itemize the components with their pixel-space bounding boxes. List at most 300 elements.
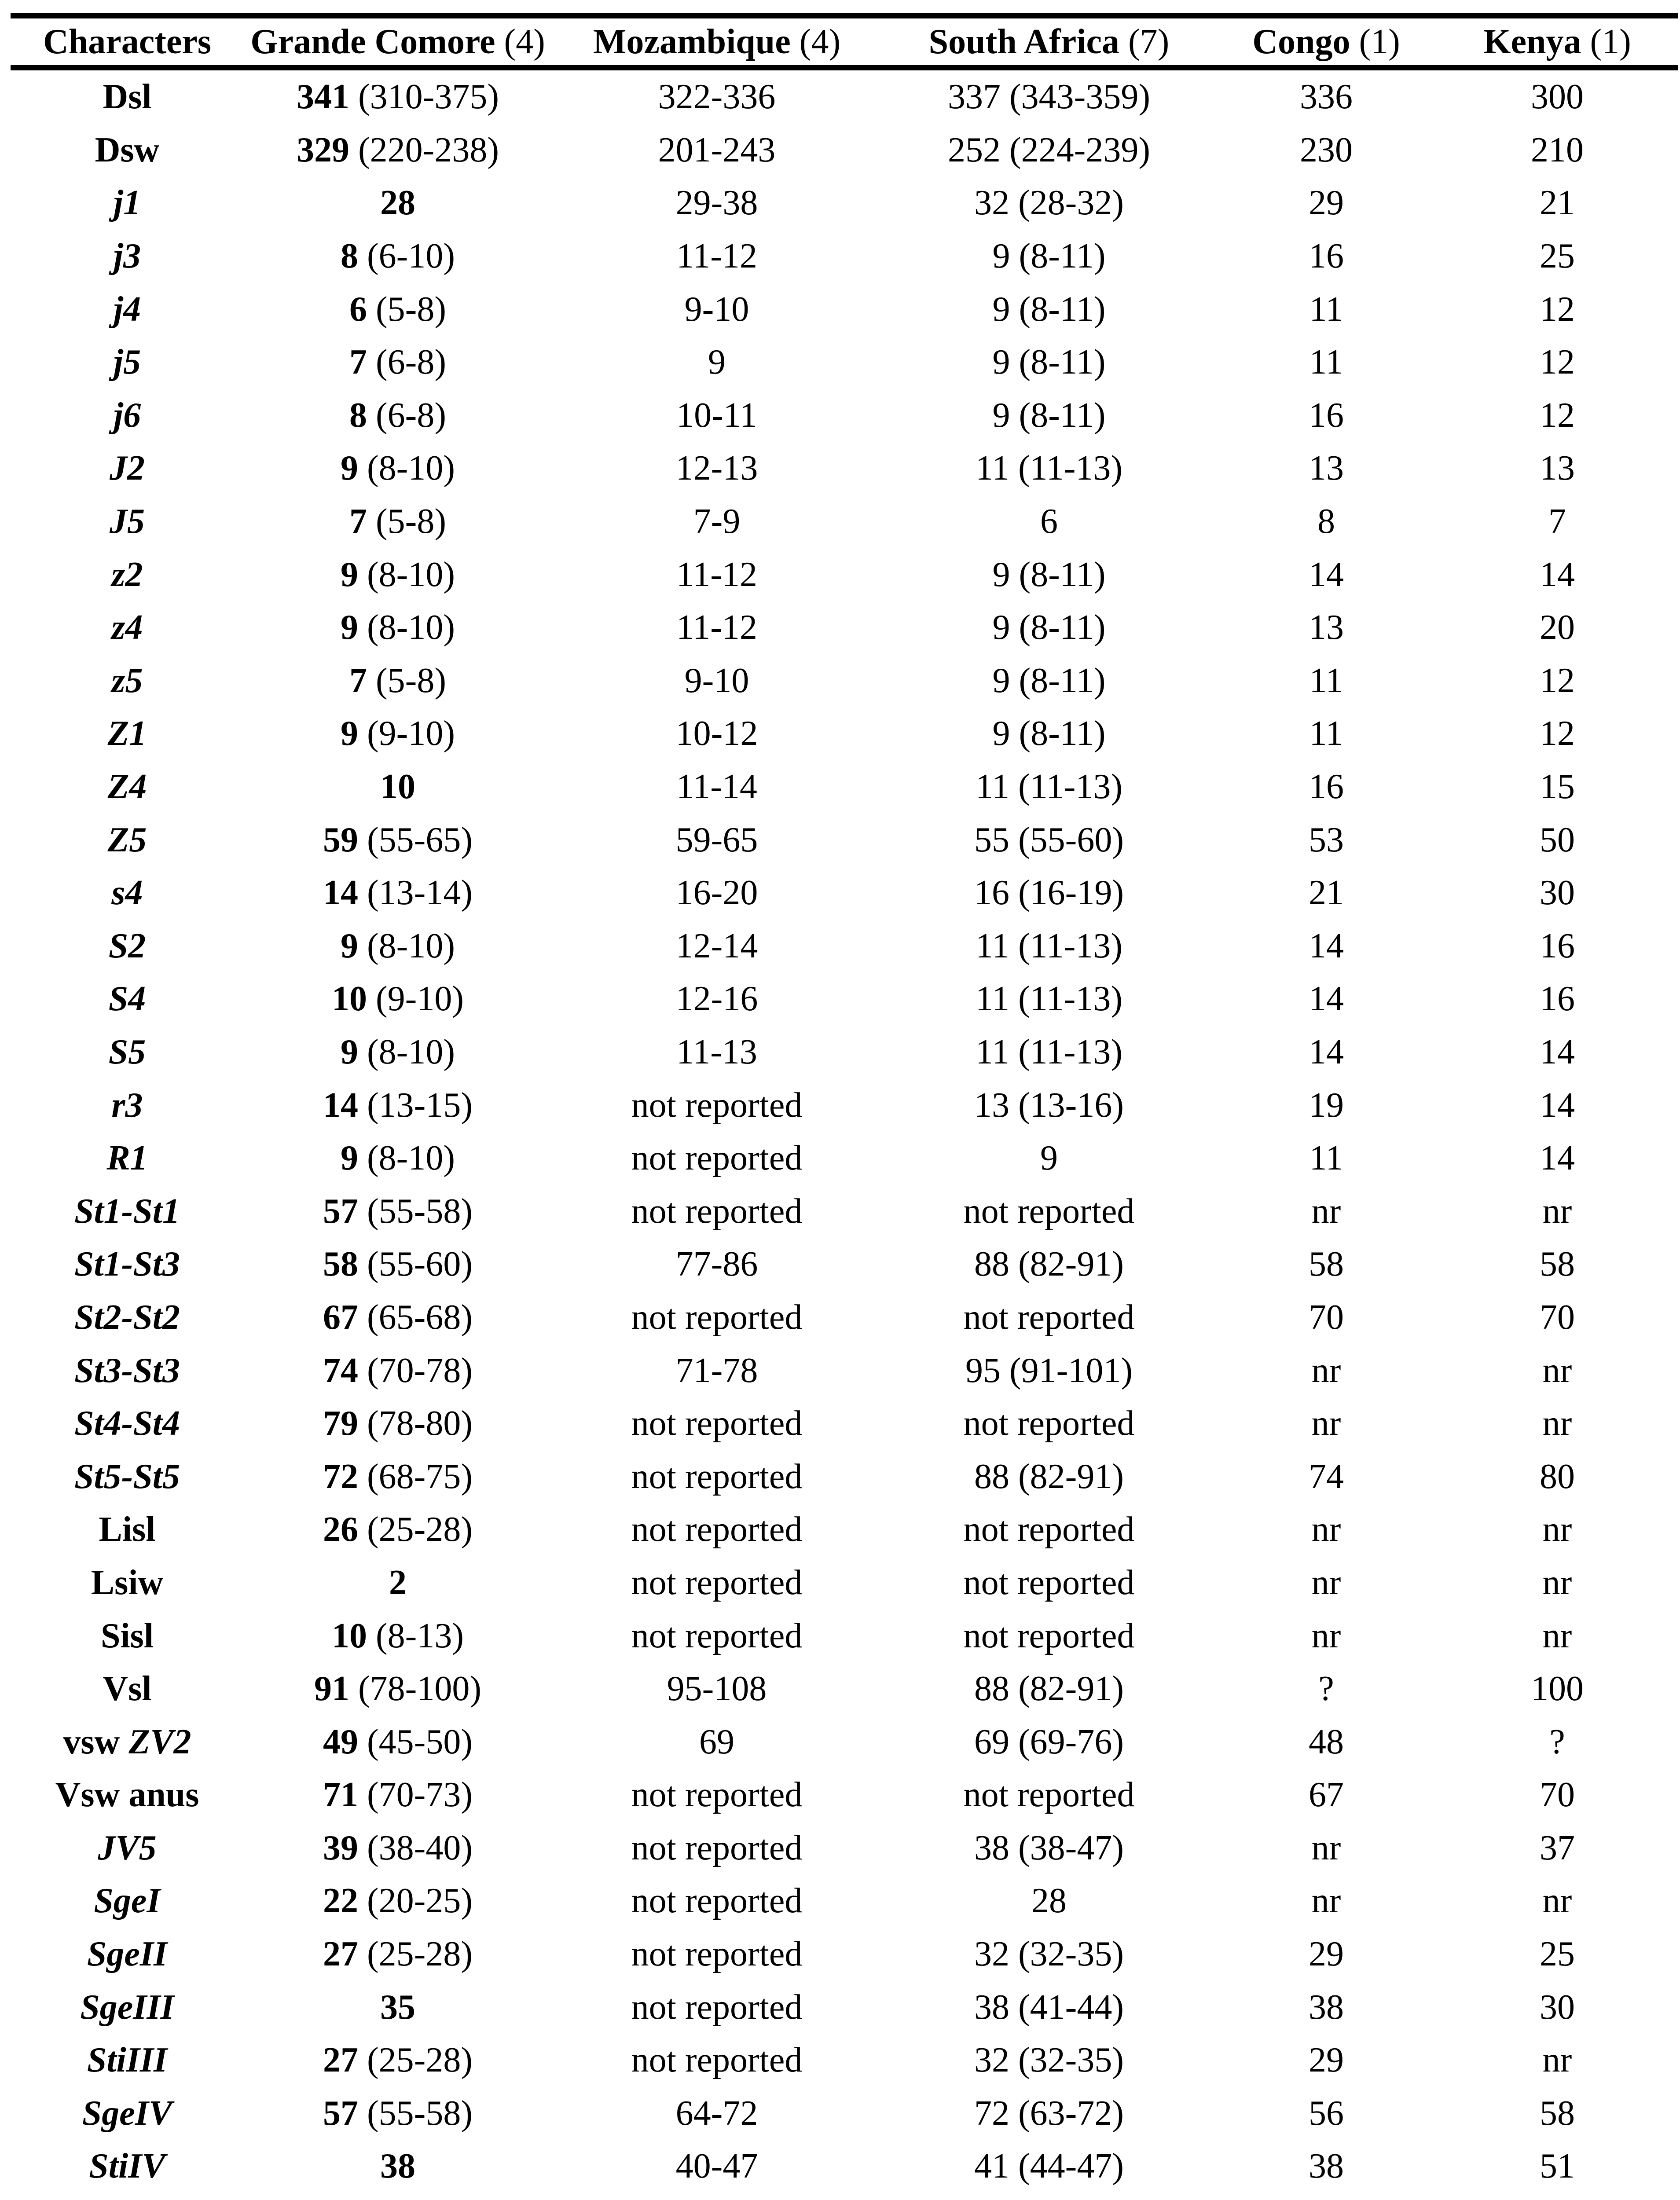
mozambique-cell: not reported [631,1139,803,1178]
character-name: SgeIV [82,2094,172,2133]
congo-cell: nr [1311,1563,1341,1602]
character-cell [11,495,244,548]
table-row [11,2034,1678,2087]
mozambique-cell: 11-12 [676,237,757,276]
grande-comore-range: (5-8) [376,290,446,329]
character-name: Z5 [107,820,147,859]
character-cell [11,1132,244,1185]
mozambique-cell: 59-65 [675,820,758,859]
mozambique-cell: not reported [631,1457,803,1496]
south-africa-cell: 55 (55-60) [974,820,1124,859]
column-header-grande-comore [244,16,552,68]
kenya-cell: 7 [1548,502,1566,541]
table-row [11,1874,1678,1928]
south-africa-cell: not reported [963,1510,1135,1549]
congo-cell: 29 [1309,183,1344,223]
table-row [11,1291,1678,1344]
column-header-count: (1) [1359,22,1400,61]
grande-comore-value: 57 [323,2094,359,2133]
congo-cell: 8 [1317,502,1335,541]
congo-cell: 38 [1309,1987,1344,2027]
character-cell [11,1822,244,1875]
column-header-congo [1216,16,1436,68]
character-cell [11,1980,244,2034]
grande-comore-range: (8-10) [367,926,455,965]
character-name: Lisl [99,1510,156,1549]
grande-comore-cell [244,972,552,1026]
grande-comore-range: (78-80) [367,1404,473,1443]
grande-comore-value: 74 [323,1351,359,1390]
character-name: vsw [63,1722,129,1761]
column-header-label: Grande Comore [250,22,495,61]
character-cell [11,1556,244,1610]
character-name: S4 [108,979,146,1019]
grande-comore-range: (5-8) [376,502,446,541]
grande-comore-value: 71 [323,1775,359,1815]
mozambique-cell: 71-78 [675,1351,758,1390]
table-row [11,282,1678,336]
grande-comore-value: 9 [341,714,359,753]
grande-comore-range: (8-10) [367,1032,455,1071]
kenya-cell: 16 [1540,979,1575,1019]
grande-comore-cell [244,654,552,708]
table-row [11,230,1678,283]
congo-cell: 336 [1300,77,1353,117]
table-row [11,1609,1678,1662]
grande-comore-cell [244,1556,552,1610]
character-cell [11,1662,244,1716]
grande-comore-range: (70-73) [367,1775,473,1815]
grande-comore-cell [244,495,552,548]
south-africa-cell: 88 (82-91) [974,1669,1124,1709]
character-name: J5 [110,502,145,541]
grande-comore-value: 10 [332,979,367,1019]
grande-comore-range: (8-13) [376,1616,464,1655]
table-row [11,1397,1678,1450]
grande-comore-cell [244,1662,552,1716]
grande-comore-range: (55-58) [367,2094,473,2133]
grande-comore-range: (8-10) [367,608,455,647]
grande-comore-range: (65-68) [367,1298,473,1337]
congo-cell: 11 [1309,290,1343,329]
grande-comore-cell [244,336,552,389]
grande-comore-cell [244,1291,552,1344]
grande-comore-cell [244,1078,552,1132]
table-row [11,654,1678,708]
grande-comore-value: 72 [323,1457,359,1496]
grande-comore-value: 9 [341,608,359,647]
mozambique-cell: 9-10 [684,290,749,329]
character-name: St4-St4 [74,1404,180,1443]
table-row [11,707,1678,760]
grande-comore-value: 91 [314,1669,350,1709]
south-africa-cell: not reported [963,1192,1135,1231]
mozambique-cell: 11-13 [676,1032,757,1071]
character-cell [11,1450,244,1503]
mozambique-cell: 29-38 [675,183,758,223]
grande-comore-range: (6-10) [367,237,455,276]
table-row [11,495,1678,548]
south-africa-cell: 11 (11-13) [976,1032,1122,1071]
grande-comore-value: 7 [349,343,367,382]
south-africa-cell: 13 (13-16) [974,1085,1124,1125]
grande-comore-value: 28 [380,183,415,223]
grande-comore-cell [244,442,552,495]
mozambique-cell: not reported [631,1085,803,1125]
table-row [11,1238,1678,1291]
congo-cell: nr [1311,1351,1341,1390]
grande-comore-value: 67 [323,1298,359,1337]
grande-comore-value: 341 [297,77,350,117]
character-cell [11,654,244,708]
grande-comore-cell [244,601,552,654]
kenya-cell: 58 [1540,2094,1575,2133]
character-cell [11,760,244,814]
congo-cell: nr [1311,1881,1341,1921]
table-row [11,1768,1678,1822]
grande-comore-cell [244,176,552,230]
grande-comore-value: 7 [349,661,367,700]
character-cell [11,1397,244,1450]
mozambique-cell: not reported [631,1192,803,1231]
mozambique-cell: 10-12 [675,714,758,753]
character-cell [11,1344,244,1397]
grande-comore-cell [244,2140,552,2193]
south-africa-cell: 9 (8-11) [992,608,1106,647]
grande-comore-value: 26 [323,1510,359,1549]
south-africa-cell: not reported [963,1563,1135,1602]
character-cell [11,1503,244,1556]
character-cell [11,866,244,920]
grande-comore-value: 9 [341,1032,359,1071]
grande-comore-range: (6-8) [376,343,446,382]
character-name: R1 [106,1139,148,1178]
character-name-italic-suffix: ZV2 [128,1722,191,1761]
grande-comore-cell [244,1715,552,1768]
table-row [11,389,1678,442]
mozambique-cell: 11-12 [676,608,757,647]
column-header-label: Characters [43,22,212,61]
column-header-count: (7) [1128,22,1170,61]
character-cell [11,1928,244,1981]
character-cell [11,920,244,973]
south-africa-cell: 9 (8-11) [992,396,1106,435]
mozambique-cell: 12-16 [675,979,758,1019]
mozambique-cell: not reported [631,1616,803,1655]
grande-comore-value: 8 [341,237,359,276]
table-row [11,1078,1678,1132]
character-cell [11,813,244,866]
character-cell [11,336,244,389]
kenya-cell: 14 [1540,555,1575,594]
grande-comore-cell [244,866,552,920]
column-header-label: Congo [1252,22,1350,61]
table-row [11,1184,1678,1238]
south-africa-cell: 72 (63-72) [974,2094,1124,2133]
kenya-cell: 51 [1540,2147,1575,2186]
mozambique-cell: 11-12 [676,555,757,594]
table-row [11,1662,1678,1716]
table-row [11,176,1678,230]
character-name: j5 [113,343,141,382]
grande-comore-cell [244,389,552,442]
kenya-cell: 37 [1540,1828,1575,1867]
character-name: Vsw anus [55,1775,199,1815]
kenya-cell: nr [1542,1616,1572,1655]
mozambique-cell: 40-47 [675,2147,758,2186]
congo-cell: nr [1311,1616,1341,1655]
character-name: St5-St5 [74,1457,180,1496]
kenya-cell: nr [1542,1881,1572,1921]
grande-comore-value: 9 [341,926,359,965]
grande-comore-value: 8 [349,396,367,435]
grande-comore-range: (13-15) [367,1085,473,1125]
grande-comore-value: 79 [323,1404,359,1443]
character-cell [11,1026,244,1079]
grande-comore-cell [244,1397,552,1450]
kenya-cell: 12 [1540,396,1575,435]
character-name: Dsl [103,77,152,117]
table-row [11,2087,1678,2140]
south-africa-cell: not reported [963,1616,1135,1655]
south-africa-cell: 6 [1040,502,1058,541]
grande-comore-range: (8-10) [367,555,455,594]
kenya-cell: nr [1542,1510,1572,1549]
table-row [11,1132,1678,1185]
grande-comore-range: (25-28) [367,1510,473,1549]
kenya-cell: 14 [1540,1032,1575,1071]
character-cell [11,442,244,495]
congo-cell: 13 [1309,449,1344,488]
character-cell [11,124,244,177]
grande-comore-range: (38-40) [367,1828,473,1867]
kenya-cell: 12 [1540,290,1575,329]
kenya-cell: 80 [1540,1457,1575,1496]
table-row [11,601,1678,654]
grande-comore-value: 9 [341,1139,359,1178]
grande-comore-cell [244,124,552,177]
table-row [11,1715,1678,1768]
grande-comore-range: (6-8) [376,396,446,435]
mozambique-cell: not reported [631,1563,803,1602]
congo-cell: 14 [1309,555,1344,594]
kenya-cell: 100 [1531,1669,1584,1709]
kenya-cell: 12 [1540,714,1575,753]
grande-comore-range: (20-25) [367,1881,473,1921]
grande-comore-value: 22 [323,1881,359,1921]
character-name: Z4 [107,767,147,807]
grande-comore-value: 59 [323,820,359,859]
character-name: Dsw [95,130,160,169]
character-name: Z1 [107,714,147,753]
mozambique-cell: not reported [631,1775,803,1815]
column-header-count: (4) [504,22,545,61]
table-body [11,68,1678,2200]
mozambique-cell: 77-86 [675,1245,758,1284]
grande-comore-value: 27 [323,1935,359,1974]
south-africa-cell: not reported [963,1404,1135,1443]
grande-comore-range: (8-10) [367,1139,455,1178]
south-africa-cell: not reported [963,1775,1135,1815]
south-africa-cell: 28 [1031,1881,1067,1921]
mozambique-cell: not reported [631,1881,803,1921]
congo-cell: 67 [1309,1775,1344,1815]
kenya-cell: 210 [1531,130,1584,169]
south-africa-cell: 88 (82-91) [974,1457,1124,1496]
character-name: j6 [113,396,141,435]
character-cell [11,1078,244,1132]
grande-comore-cell [244,2034,552,2087]
congo-cell: 14 [1309,1032,1344,1071]
mozambique-cell: 9-10 [684,661,749,700]
congo-cell: 16 [1309,237,1344,276]
mozambique-cell: not reported [631,1935,803,1974]
column-header-mozambique [552,16,882,68]
character-cell [11,282,244,336]
grande-comore-value: 7 [349,502,367,541]
south-africa-cell: 9 (8-11) [992,714,1106,753]
south-africa-cell: 9 (8-11) [992,661,1106,700]
character-name: St1-St3 [74,1245,180,1284]
character-cell [11,972,244,1026]
column-header-count: (1) [1590,22,1631,61]
character-cell [11,1184,244,1238]
character-cell [11,601,244,654]
grande-comore-range: (5-8) [376,661,446,700]
kenya-cell [1436,2193,1678,2200]
character-cell [11,2087,244,2140]
south-africa-cell: 95 (91-101) [965,1351,1133,1390]
congo-cell: 53 [1309,820,1344,859]
grande-comore-cell [244,1026,552,1079]
table-row [11,124,1678,177]
mozambique-cell: 69 [699,1722,734,1761]
south-africa-cell: 32 (32-35) [974,2041,1124,2080]
congo-cell: 29 [1309,1935,1344,1974]
congo-cell: 14 [1309,926,1344,965]
mozambique-cell: 12-14 [675,926,758,965]
grande-comore-value: 35 [380,1987,415,2027]
kenya-cell: 30 [1540,1987,1575,2027]
mozambique-cell: 10-11 [676,396,757,435]
table-row [11,1822,1678,1875]
column-header-south-africa [882,16,1216,68]
grande-comore-cell [244,1980,552,2034]
congo-cell: 230 [1300,130,1353,169]
south-africa-cell: 38 (38-47) [974,1828,1124,1867]
grande-comore-cell [244,760,552,814]
congo-cell: 21 [1309,873,1344,913]
grande-comore-value: 57 [323,1192,359,1231]
grande-comore-cell [244,1609,552,1662]
grande-comore-cell [244,1874,552,1928]
kenya-cell: 12 [1540,343,1575,382]
grande-comore-cell [244,1822,552,1875]
grande-comore-range: (25-28) [367,2041,473,2080]
south-africa-cell: 16 (16-19) [974,873,1124,913]
character-cell [11,1291,244,1344]
character-cell [11,707,244,760]
south-africa-cell: not reported [963,1298,1135,1337]
character-name: St1-St1 [74,1192,180,1231]
character-name: Sisl [100,1616,154,1655]
character-name: j1 [113,183,141,223]
character-name: Lsiw [91,1563,164,1602]
south-africa-cell: 41 (44-47) [974,2147,1124,2186]
table-row [11,548,1678,601]
south-africa-cell: 11 (11-13) [976,767,1122,807]
congo-cell: 13 [1309,608,1344,647]
grande-comore-cell [244,813,552,866]
congo-cell: 11 [1309,661,1343,700]
south-africa-cell: 11 (11-13) [976,926,1122,965]
character-name: J2 [110,449,145,488]
grande-comore-cell [244,548,552,601]
grande-comore-range: (78-100) [358,1669,481,1709]
grande-comore-range: (9-10) [376,979,464,1019]
character-name: StiIV [89,2147,165,2186]
kenya-cell: nr [1542,2041,1572,2080]
table-header-row [11,16,1678,68]
grande-comore-range: (55-60) [367,1245,473,1284]
table-row [11,2193,1678,2200]
kenya-cell: 70 [1540,1298,1575,1337]
grande-comore-cell [244,707,552,760]
character-cell [11,230,244,283]
congo-cell [1216,2193,1436,2200]
character-name: r3 [111,1085,143,1125]
column-header-kenya [1436,16,1678,68]
character-cell [11,548,244,601]
kenya-cell: nr [1542,1192,1572,1231]
mozambique-cell: 16-20 [675,873,758,913]
grande-comore-value: 38 [380,2147,415,2186]
grande-comore-value: 6 [349,290,367,329]
grande-comore-cell [244,2193,552,2200]
table-row [11,760,1678,814]
character-name: S2 [108,926,146,965]
kenya-cell: 30 [1540,873,1575,913]
grande-comore-range: (13-14) [367,873,473,913]
table-row [11,2140,1678,2193]
south-africa-cell: 9 (8-11) [992,237,1106,276]
grande-comore-range: (70-78) [367,1351,473,1390]
measurements-table-container [11,13,1678,2200]
grande-comore-value: 14 [323,873,359,913]
congo-cell: nr [1311,1192,1341,1231]
column-header-count: (4) [799,22,841,61]
south-africa-cell: 337 (343-359) [948,77,1150,117]
grande-comore-range: (220-238) [358,130,499,169]
column-header-label: Mozambique [593,22,791,61]
congo-cell: 56 [1309,2094,1344,2133]
grande-comore-value: 10 [380,767,415,807]
table-row [11,68,1678,124]
south-africa-cell: 9 (8-11) [992,290,1106,329]
kenya-cell: 14 [1540,1139,1575,1178]
south-africa-cell: 9 [1040,1139,1058,1178]
table-row [11,920,1678,973]
mozambique-cell: 64-72 [675,2094,758,2133]
congo-cell: 38 [1309,2147,1344,2186]
south-africa-cell: 88 (82-91) [974,1245,1124,1284]
grande-comore-value: 9 [341,449,359,488]
character-name: Vsl [103,1669,152,1709]
grande-comore-cell [244,1132,552,1185]
table-row [11,1556,1678,1610]
character-name: SgeII [87,1935,168,1974]
character-name: St3-St3 [74,1351,180,1390]
